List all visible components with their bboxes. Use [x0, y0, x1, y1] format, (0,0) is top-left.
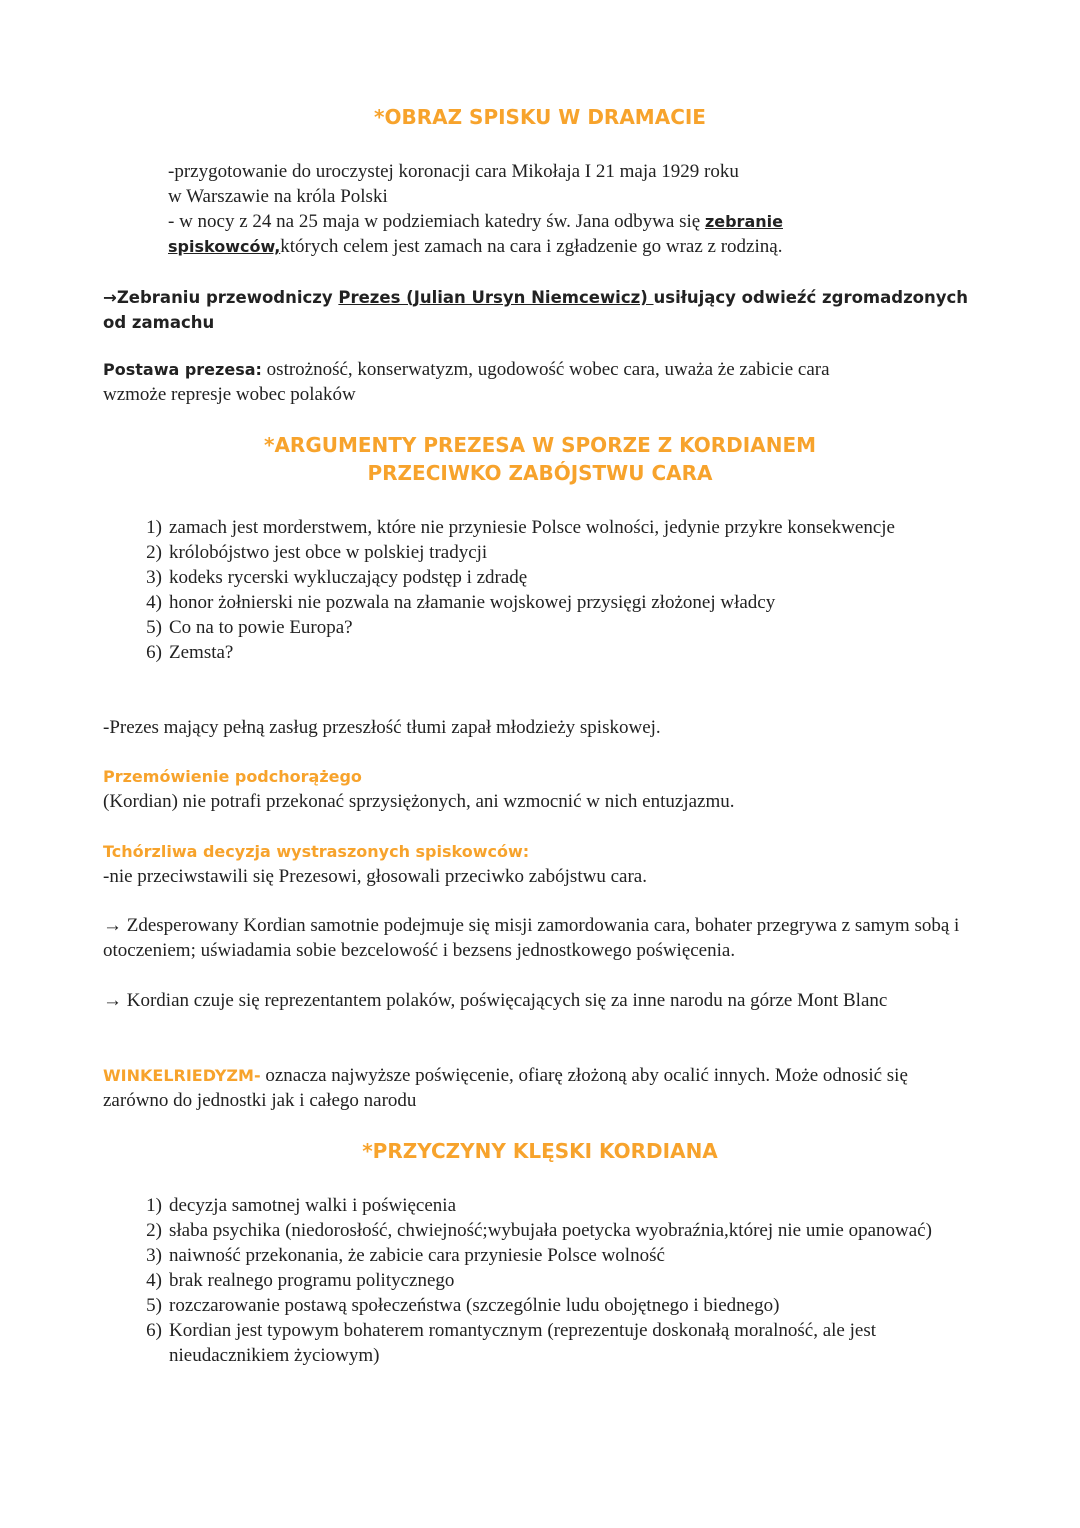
- speech-block: [103, 764, 983, 814]
- arguments-item-text: Co na to powie Europa?: [169, 617, 353, 638]
- kordian-paragraph-2: → Kordian czuje się reprezentantem polaków, poświęcających się za inne narodu na górze Mont Blanc: [103, 990, 888, 1011]
- reasons-item: [136, 1268, 966, 1293]
- reasons-item-number: 1): [146, 1195, 162, 1216]
- heading-argumenty-line-1: *ARGUMENTY PREZESA W SPORZE Z KORDIANEM: [263, 433, 817, 457]
- intro-line-4-text: których celem jest zamach na cara i zgładzenie go wraz z rodziną.: [280, 236, 783, 257]
- prezes-underlined: Prezes (Julian Ursyn Niemcewicz): [338, 288, 654, 307]
- decision-text: -nie przeciwstawili się Prezesowi, głosowali przeciwko zabójstwu cara.: [103, 866, 647, 887]
- reasons-item-text: rozczarowanie postawą społeczeństwa (szczególnie ludu obojętnego i biednego): [169, 1295, 780, 1316]
- chair-pre: →Zebraniu przewodniczy: [103, 288, 339, 307]
- chair-post: usiłujący odwieźć zgromadzonych: [653, 288, 969, 307]
- stance-block: [103, 357, 983, 407]
- winkelriedyzm-block: [103, 1063, 923, 1113]
- decision-block: [103, 839, 983, 889]
- intro-line-4: [168, 234, 988, 259]
- intro-line-3: [168, 209, 988, 234]
- prezes-note: -Prezes mający pełną zasług przeszłość tłumi zapał młodzieży spiskowej.: [103, 717, 661, 738]
- arguments-item: [136, 615, 896, 640]
- chair-line-1: [103, 285, 1003, 310]
- arguments-item: [136, 640, 896, 665]
- zebranie-underlined: zebranie: [704, 212, 783, 231]
- heading-spisek: *OBRAZ SPISKU W DRAMACIE: [374, 105, 706, 129]
- reasons-item-text: naiwność przekonania, że zabicie cara przyniesie Polsce wolność: [169, 1245, 665, 1266]
- reasons-item-number: 5): [146, 1295, 162, 1316]
- arguments-item: [136, 590, 896, 615]
- arguments-item: [136, 515, 896, 540]
- arguments-item-text: kodeks rycerski wykluczający podstęp i zdradę: [169, 567, 528, 588]
- reasons-item-text: decyzja samotnej walki i poświęcenia: [169, 1195, 457, 1216]
- speech-text: (Kordian) nie potrafi przekonać sprzysiężonych, ani wzmocnić w nich entuzjazmu.: [103, 791, 735, 812]
- heading-przyczyny: *PRZYCZYNY KLĘSKI KORDIANA: [362, 1139, 718, 1163]
- intro-block: [168, 159, 988, 259]
- winkelriedyzm-label: WINKELRIEDYZM-: [103, 1066, 261, 1085]
- arguments-item-number: 1): [146, 517, 162, 538]
- arguments-item-number: 6): [146, 642, 162, 663]
- heading-argumenty-line-2: PRZECIWKO ZABÓJSTWU CARA: [367, 461, 713, 485]
- arguments-item-number: 3): [146, 567, 162, 588]
- intro-line-3-text: - w nocy z 24 na 25 maja w podziemiach katedry św. Jana odbywa się: [168, 211, 705, 232]
- reasons-item: [136, 1193, 966, 1218]
- reasons-item-number: 4): [146, 1270, 162, 1291]
- arguments-item: [136, 565, 896, 590]
- reasons-item: [136, 1318, 966, 1368]
- arguments-list: [136, 515, 896, 665]
- reasons-item-text: słaba psychika (niedorosłość, chwiejność;wybujała poetycka wyobraźnia,której nie umie opanować): [169, 1220, 932, 1241]
- arguments-ol: [136, 515, 896, 665]
- arguments-item: [136, 540, 896, 565]
- reasons-item-text: brak realnego programu politycznego: [169, 1270, 455, 1291]
- reasons-item: [136, 1243, 966, 1268]
- arguments-item-text: Zemsta?: [169, 642, 234, 663]
- reasons-list: [136, 1193, 966, 1368]
- reasons-item-number: 6): [146, 1320, 162, 1341]
- reasons-item-text: Kordian jest typowym bohaterem romantycznym (reprezentuje doskonałą moralność, ale jest nieudacznikiem życiowym): [169, 1320, 876, 1366]
- reasons-item-number: 2): [146, 1220, 162, 1241]
- speech-label: Przemówienie podchorążego: [103, 767, 362, 786]
- arguments-item-number: 4): [146, 592, 162, 613]
- reasons-item-number: 3): [146, 1245, 162, 1266]
- arguments-item-text: królobójstwo jest obce w polskiej tradycji: [169, 542, 488, 563]
- heading-argumenty: [0, 431, 1080, 487]
- intro-line-1: -przygotowanie do uroczystej koronacji cara Mikołaja I 21 maja 1929 roku: [168, 161, 739, 182]
- reasons-item: [136, 1218, 966, 1243]
- kordian-paragraph-1: → Zdesperowany Kordian samotnie podejmuje się misji zamordowania cara, bohater przegrywa z samym sobą i otoczeniem; uświadamia sobie bezcelowość i bezsens jednostkowego poświęcenia.: [103, 915, 960, 961]
- winkelriedyzm-text: oznacza najwyższe poświęcenie, ofiarę złożoną aby ocalić innych. Może odnosić się zarówno do jednostki jak i całego narodu: [103, 1065, 908, 1111]
- arguments-item-number: 2): [146, 542, 162, 563]
- arguments-item-text: honor żołnierski nie pozwala na złamanie wojskowej przysięgi złożonej władcy: [169, 592, 776, 613]
- stance-line-2: wzmoże represje wobec polaków: [103, 384, 356, 405]
- intro-line-2: w Warszawie na króla Polski: [168, 186, 388, 207]
- reasons-item: [136, 1293, 966, 1318]
- chair-line-2: od zamachu: [103, 313, 215, 332]
- arguments-item-number: 5): [146, 617, 162, 638]
- arguments-item-text: zamach jest morderstwem, które nie przyniesie Polsce wolności, jedynie przykre konsekwencje: [169, 517, 895, 538]
- stance-line-1: [103, 357, 983, 382]
- chair-block: [103, 285, 1003, 335]
- decision-label: Tchórzliwa decyzja wystraszonych spiskowców:: [103, 842, 530, 861]
- reasons-ol: [136, 1193, 966, 1368]
- stance-label: Postawa prezesa:: [103, 360, 262, 379]
- spiskowcow-underlined: spiskowców,: [168, 237, 281, 256]
- stance-text-1: ostrożność, konserwatyzm, ugodowość wobec cara, uważa że zabicie cara: [261, 359, 830, 380]
